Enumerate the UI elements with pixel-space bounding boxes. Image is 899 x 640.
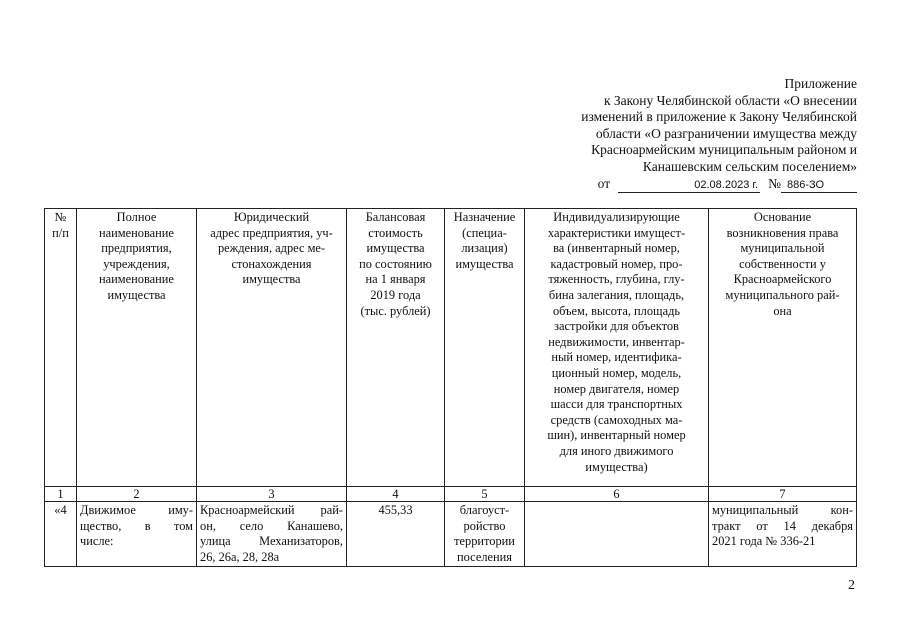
header-lines: [200, 210, 343, 288]
column-number: 5: [445, 487, 525, 502]
text-line: она: [773, 303, 792, 318]
property-table: [44, 208, 857, 567]
header-lines: [528, 210, 705, 475]
column-number: 3: [197, 487, 347, 502]
law-date-number-line: [477, 176, 857, 193]
text-line: для иного движимого: [559, 443, 674, 458]
law-date: 02.08.2023 г.: [618, 178, 760, 193]
text-line: (специа-: [462, 225, 507, 240]
text-line: застройки для объектов: [554, 319, 679, 334]
text-line: недвижимости, инвентар-: [548, 334, 685, 349]
text-line: ва (инвентарный номер,: [553, 241, 680, 256]
purpose-lines: [448, 503, 521, 565]
text-line: стоимость: [368, 225, 423, 240]
column-number: 4: [347, 487, 445, 502]
table-header-row: [45, 209, 857, 487]
text-line: благоуст-: [459, 503, 510, 517]
header-lines: [712, 210, 853, 319]
text-line: поселения: [457, 549, 512, 564]
header-lines: [48, 210, 73, 241]
text-line: учреждения,: [103, 256, 170, 271]
address-lines: [200, 503, 343, 565]
header-cell: [525, 209, 709, 487]
header-lines: [350, 210, 441, 319]
name-lines: [80, 503, 193, 550]
number-label: №: [768, 175, 781, 191]
text-line: улица Механизаторов,: [200, 534, 343, 549]
text-line: муниципального рай-: [725, 287, 840, 302]
header-cell: [45, 209, 77, 487]
text-line: имущества: [366, 241, 425, 256]
header-cell: [347, 209, 445, 487]
text-line: собственности у: [739, 256, 826, 271]
text-line: стонахождения: [231, 256, 312, 271]
header-cell: [197, 209, 347, 487]
text-line: бина залегания, площадь,: [548, 287, 685, 302]
text-line: имущества: [107, 287, 166, 302]
text-line: Балансовая: [365, 210, 426, 224]
appendix-line: Канашевским сельским поселением»: [642, 158, 857, 174]
text-line: шин), инвентарный номер: [547, 428, 686, 443]
column-number: 2: [77, 487, 197, 502]
text-line: территории: [454, 534, 515, 549]
text-line: имущества): [585, 459, 648, 474]
row-basis: [709, 502, 857, 567]
text-line: ный номер, идентифика-: [551, 350, 682, 365]
text-line: муниципальный кон-: [712, 503, 853, 517]
header-lines: [448, 210, 521, 272]
row-characteristics: [525, 502, 709, 567]
text-line: наименование: [99, 272, 174, 287]
header-cell: [77, 209, 197, 487]
text-line: имущества: [242, 272, 301, 287]
text-line: тяженность, глубина, глу-: [548, 272, 685, 287]
text-line: 2021 года № 336-21: [712, 534, 816, 549]
from-label: от: [597, 175, 611, 191]
text-line: адрес предприятия, уч-: [210, 225, 333, 240]
law-number: 886-ЗО: [781, 178, 857, 193]
text-line: наименование: [99, 225, 174, 240]
text-line: Полное: [116, 210, 157, 224]
column-number: 1: [45, 487, 77, 502]
header-cell: [709, 209, 857, 487]
text-line: характеристики имущест-: [547, 225, 686, 240]
text-line: 26, 26а, 28, 28а: [200, 549, 280, 564]
text-line: средств (самоходных ма-: [550, 412, 683, 427]
text-line: предприятия,: [101, 241, 172, 256]
row-purpose: [445, 502, 525, 567]
page-number: 2: [848, 578, 855, 593]
text-line: объем, высота, площадь: [552, 303, 681, 318]
text-line: ционный номер, модель,: [551, 365, 682, 380]
row-name: [77, 502, 197, 567]
column-number: 6: [525, 487, 709, 502]
text-line: по состоянию: [359, 256, 432, 271]
text-line: Назначение: [453, 210, 516, 224]
text-line: на 1 января: [365, 272, 426, 287]
text-line: ройство: [463, 518, 506, 533]
basis-lines: [712, 503, 853, 550]
text-line: щество, в том: [80, 518, 193, 533]
appendix-title: Приложение: [784, 76, 857, 91]
text-line: Красноармейский рай-: [200, 503, 343, 517]
header-cell: [445, 209, 525, 487]
text-line: №: [54, 210, 67, 224]
text-line: тракт от 14 декабря: [712, 518, 853, 533]
text-line: кадастровый номер, про-: [550, 256, 683, 271]
text-line: 2019 года: [370, 287, 421, 302]
text-line: п/п: [52, 225, 69, 240]
row-address: [197, 502, 347, 567]
appendix-line: области «О разграничении имущества между: [595, 125, 857, 141]
column-number: 7: [709, 487, 857, 502]
row-balance: 455,33: [347, 502, 445, 567]
text-line: муниципальной: [740, 241, 825, 256]
text-line: возникновения права: [726, 225, 839, 240]
text-line: реждения, адрес ме-: [217, 241, 326, 256]
text-line: лизация): [461, 241, 508, 256]
row-number: «4: [45, 502, 77, 567]
appendix-line: к Закону Челябинской области «О внесении: [603, 92, 857, 108]
text-line: Юридический: [233, 210, 310, 224]
header-lines: [80, 210, 193, 304]
text-line: он, село Канашево,: [200, 518, 343, 533]
table-row: [45, 502, 857, 567]
appendix-line: Красноармейским муниципальным районом и: [591, 142, 857, 158]
text-line: Движимое иму-: [80, 503, 193, 517]
text-line: Основание: [753, 210, 812, 224]
text-line: имущества: [455, 256, 514, 271]
appendix-header: [477, 76, 857, 193]
appendix-line: изменений в приложение к Закону Челябинской: [581, 109, 857, 125]
text-line: (тыс. рублей): [360, 303, 431, 318]
text-line: шасси для транспортных: [550, 397, 683, 412]
text-line: Красноармейского: [733, 272, 832, 287]
column-number-row: [45, 487, 857, 502]
text-line: числе:: [80, 534, 114, 549]
text-line: номер двигателя, номер: [553, 381, 680, 396]
text-line: Индивидуализирующие: [553, 210, 680, 224]
